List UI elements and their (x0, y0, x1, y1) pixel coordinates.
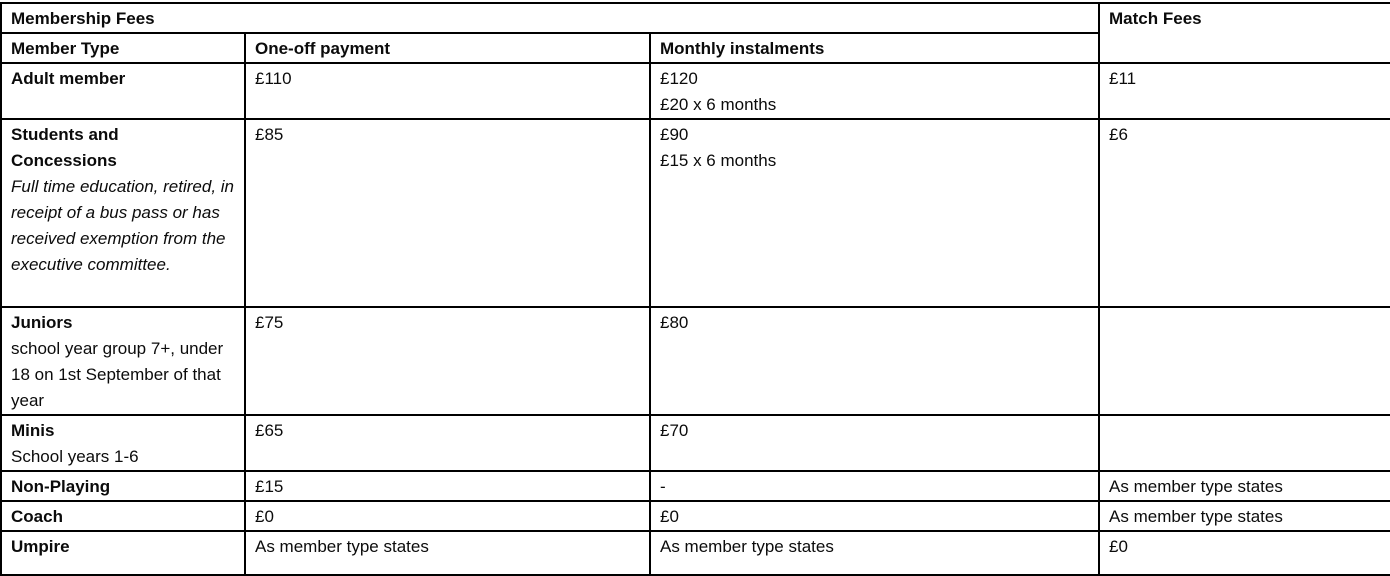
one-off-payment-cell: £15 (245, 471, 650, 501)
table-group-header-row (1, 3, 1390, 33)
one-off-payment-cell: As member type states (245, 531, 650, 575)
one-off-payment-cell: £0 (245, 501, 650, 531)
one-off-payment-column-header: One-off payment (245, 33, 650, 63)
table-row-umpire (1, 531, 1390, 575)
monthly-instalments-cell (650, 501, 1099, 531)
monthly-line: £15 x 6 months (660, 151, 777, 170)
match-fee-cell (1099, 415, 1390, 471)
member-type-cell (1, 415, 245, 471)
match-fees-header: Match Fees (1099, 3, 1390, 63)
member-type-name: Adult member (11, 69, 126, 88)
match-fee-cell: £11 (1099, 63, 1390, 119)
monthly-line: £120 (660, 69, 698, 88)
member-type-description: School years 1-6 (11, 447, 139, 466)
monthly-line: £70 (660, 421, 689, 440)
monthly-line: £20 x 6 months (660, 95, 777, 114)
monthly-line: £90 (660, 125, 689, 144)
member-type-cell (1, 307, 245, 415)
table-row-students (1, 119, 1390, 307)
member-type-column-header: Member Type (1, 33, 245, 63)
member-type-name: Students and Concessions (11, 125, 119, 170)
match-fee-cell: As member type states (1099, 501, 1390, 531)
match-fee-cell: £6 (1099, 119, 1390, 307)
fees-table-container (0, 2, 1390, 576)
member-type-name: Juniors (11, 313, 73, 332)
member-type-name: Non-Playing (11, 477, 111, 496)
monthly-instalments-cell (650, 471, 1099, 501)
match-fee-cell: As member type states (1099, 471, 1390, 501)
table-row-adult (1, 63, 1390, 119)
membership-fees-header: Membership Fees (1, 3, 1099, 33)
member-type-description: Full time education, retired, in receipt of a bus pass or has received exemption from the executive committee. (11, 177, 234, 274)
monthly-instalments-cell (650, 63, 1099, 119)
member-type-name: Umpire (11, 537, 70, 556)
monthly-instalments-cell (650, 307, 1099, 415)
monthly-line: £80 (660, 313, 689, 332)
table-row-non-playing (1, 471, 1390, 501)
one-off-payment-cell: £110 (245, 63, 650, 119)
monthly-line: - (660, 477, 666, 496)
member-type-cell (1, 471, 245, 501)
member-type-name: Minis (11, 421, 55, 440)
one-off-payment-cell: £75 (245, 307, 650, 415)
table-row-coach (1, 501, 1390, 531)
monthly-instalments-cell (650, 531, 1099, 575)
member-type-cell (1, 119, 245, 307)
monthly-line: £0 (660, 507, 679, 526)
match-fee-cell: £0 (1099, 531, 1390, 575)
monthly-instalments-cell (650, 415, 1099, 471)
member-type-description: school year group 7+, under 18 on 1st September of that year (11, 339, 224, 410)
monthly-line: As member type states (660, 537, 834, 556)
one-off-payment-cell: £85 (245, 119, 650, 307)
one-off-payment-cell: £65 (245, 415, 650, 471)
member-type-cell (1, 501, 245, 531)
member-type-cell (1, 63, 245, 119)
table-row-minis (1, 415, 1390, 471)
fees-table (0, 2, 1390, 576)
monthly-instalments-column-header: Monthly instalments (650, 33, 1099, 63)
table-row-juniors (1, 307, 1390, 415)
monthly-instalments-cell (650, 119, 1099, 307)
member-type-cell (1, 531, 245, 575)
member-type-name: Coach (11, 507, 63, 526)
match-fee-cell (1099, 307, 1390, 415)
